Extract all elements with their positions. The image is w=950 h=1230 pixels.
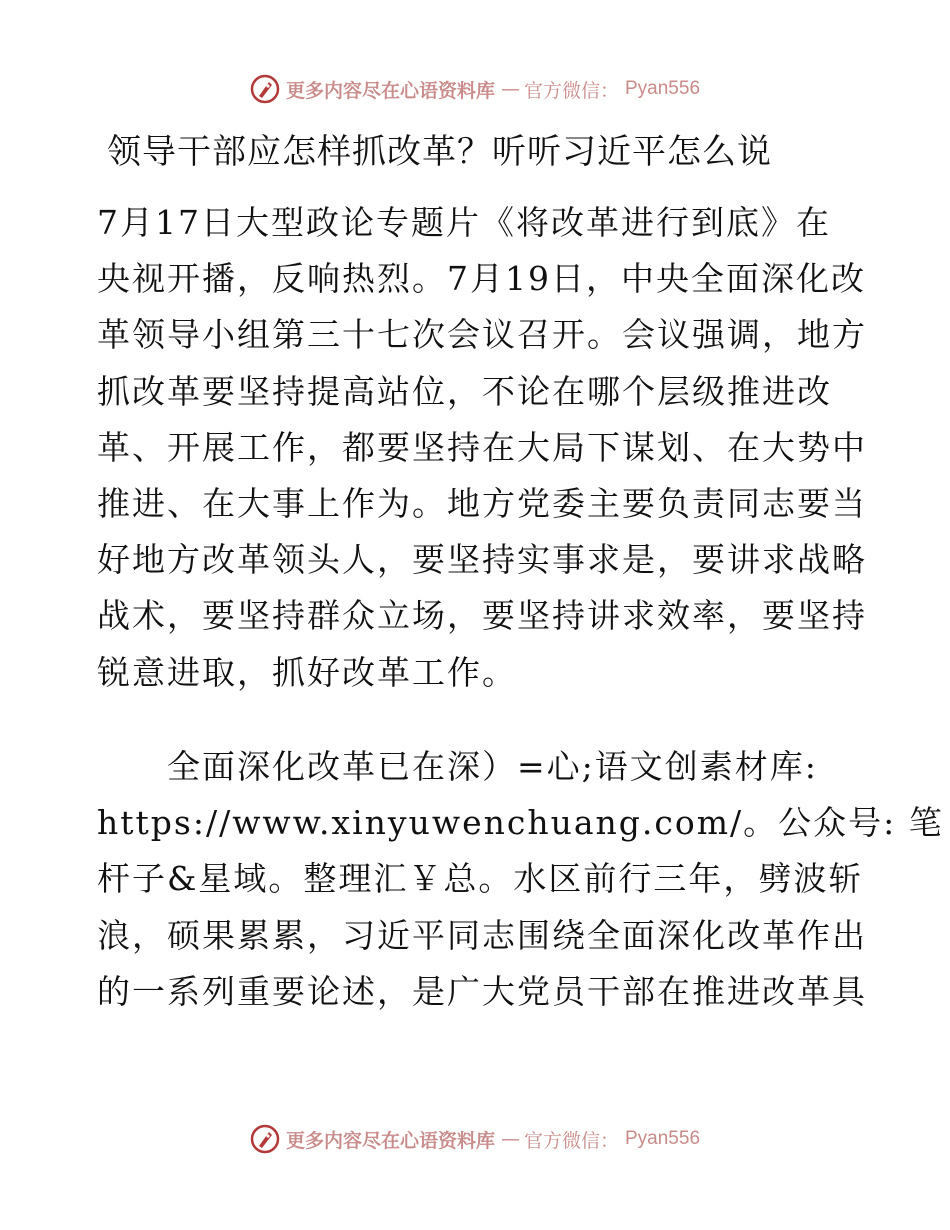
paragraph-line: https://www.xinyuwenchuang.com/。公众号: 笔 xyxy=(97,803,944,843)
paragraph-line: 的一系列重要论述，是广大党员干部在推进改革具 xyxy=(97,971,867,1011)
watermark-wechat-id: Pyan556 xyxy=(625,78,701,99)
article-title: 领导干部应怎样抓改革？听听习近平怎么说 xyxy=(107,132,772,172)
header-watermark xyxy=(0,74,950,104)
watermark-site-text: 更多内容尽在心语资料库 xyxy=(285,1129,495,1152)
paragraph-line: 抓改革要坚持提高站位，不论在哪个层级推进改 xyxy=(97,371,832,411)
paragraph-line: 革领导小组第三十七次会议召开。会议强调，地方 xyxy=(97,315,867,355)
paragraph-line: 推进、在大事上作为。地方党委主要负责同志要当 xyxy=(97,484,867,524)
paragraph-2 xyxy=(97,739,944,1020)
watermark-separator: — xyxy=(500,78,518,100)
paragraph-line: 央视开播，反响热烈。7月19日，中央全面深化改 xyxy=(97,259,866,299)
paragraph-line: 好地方改革领头人，要坚持实事求是，要讲求战略 xyxy=(97,540,867,580)
watermark-separator: — xyxy=(500,1128,518,1150)
paragraph-line: 锐意进取，抓好改革工作。 xyxy=(97,652,517,692)
watermark-wechat-label: 官方微信： xyxy=(523,1129,619,1152)
watermark-site-text: 更多内容尽在心语资料库 xyxy=(285,79,495,102)
pen-nib-logo-icon xyxy=(250,1124,280,1154)
footer-watermark xyxy=(0,1124,950,1154)
paragraph-line: 浪，硕果累累，习近平同志围绕全面深化改革作出 xyxy=(97,915,867,955)
watermark-wechat-label: 官方微信： xyxy=(523,79,619,102)
paragraph-1 xyxy=(97,195,867,701)
paragraph-line: 7月17日大型政论专题片《将改革进行到底》在 xyxy=(97,203,831,242)
paragraph-line: 全面深化改革已在深）=心;语文创素材库: xyxy=(97,747,818,786)
paragraph-line: 杆子&星域。整理汇￥总。水区前行三年，劈波斩 xyxy=(97,859,864,899)
paragraph-line: 革、开展工作，都要坚持在大局下谋划、在大势中 xyxy=(97,427,867,467)
paragraph-line: 战术，要坚持群众立场，要坚持讲求效率，要坚持 xyxy=(97,596,867,636)
pen-nib-logo-icon xyxy=(250,74,280,104)
watermark-wechat-id: Pyan556 xyxy=(625,1128,701,1149)
